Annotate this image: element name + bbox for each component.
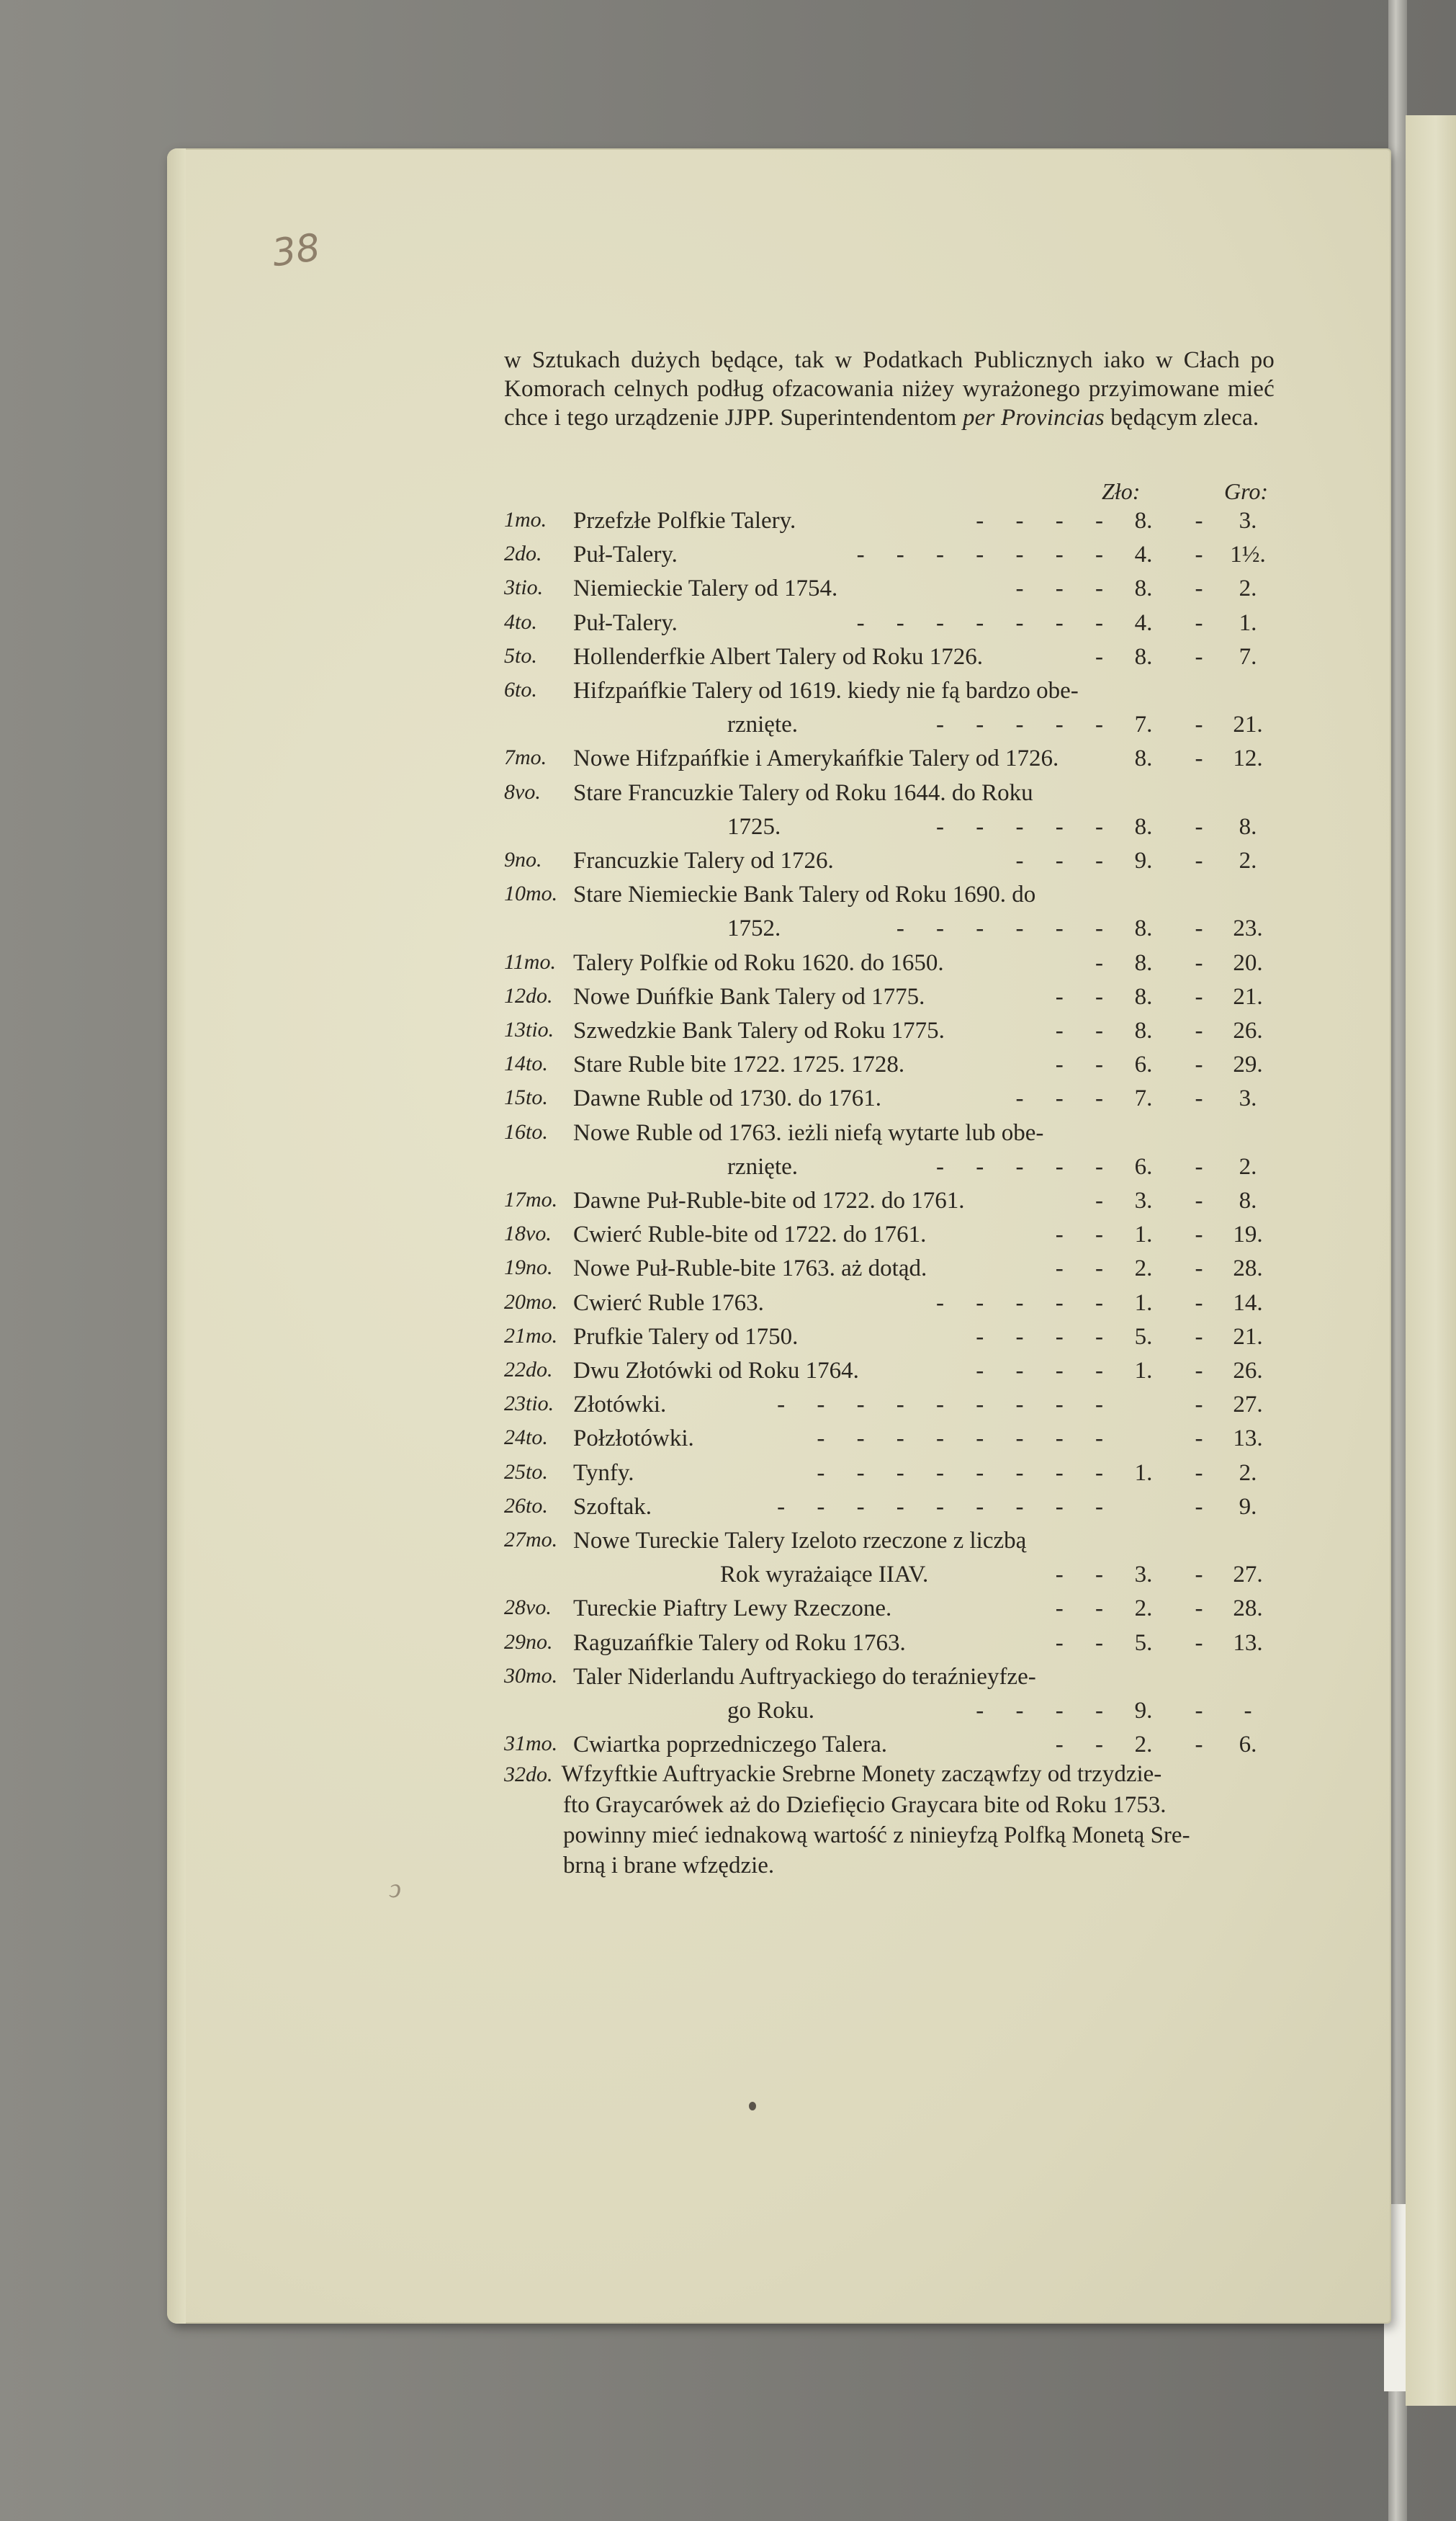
separator-dash: -	[1195, 1493, 1203, 1520]
entry-description: Stare Francuzkie Talery od Roku 1644. do Roku	[573, 779, 1033, 806]
value-grosze: -	[1244, 1698, 1252, 1724]
entry-description: Dwu Złotówki od Roku 1764.	[573, 1358, 859, 1384]
leader-dashes: -	[1095, 949, 1116, 976]
table-row	[504, 1052, 1282, 1086]
entry-description: Tureckie Piaftry Lewy Rzeczone.	[573, 1595, 892, 1622]
entry-description: Puł-Talery.	[573, 609, 678, 636]
entry-number: 31mo.	[504, 1732, 558, 1756]
leader-dashes: - -	[1055, 1732, 1116, 1758]
separator-dash: -	[1195, 1459, 1203, 1486]
separator-dash: -	[1195, 949, 1203, 976]
leader-dashes: - -	[1055, 1629, 1116, 1656]
separator-dash: -	[1195, 1188, 1203, 1214]
table-row	[504, 984, 1282, 1018]
value-zlote: 4.	[1134, 542, 1153, 568]
entry-number: 14to.	[504, 1052, 548, 1076]
entry-continuation: rznięte.	[727, 712, 799, 738]
entry-number: 2do.	[504, 542, 542, 566]
leader-dashes: - - - - -	[936, 813, 1116, 840]
entry-number: 10mo.	[504, 882, 558, 906]
entry-number: 28vo.	[504, 1595, 552, 1620]
entry-description: Stare Niemieckie Bank Talery od Roku 1690. do	[573, 882, 1036, 908]
leader-dashes: - -	[1055, 1595, 1116, 1622]
value-grosze: 27.	[1233, 1562, 1263, 1588]
leader-dashes: - - - - - -	[896, 915, 1116, 942]
table-row	[504, 1494, 1282, 1528]
value-grosze: 28.	[1233, 1595, 1263, 1622]
entry-number: 6to.	[504, 678, 537, 702]
value-grosze: 3.	[1239, 1085, 1257, 1112]
separator-dash: -	[1195, 1085, 1203, 1112]
value-grosze: 8.	[1239, 813, 1257, 840]
table-row	[504, 1085, 1282, 1120]
value-zlote: 8.	[1134, 915, 1153, 942]
table-row	[504, 644, 1282, 679]
table-row	[504, 1562, 1282, 1596]
table-row	[504, 1154, 1282, 1188]
leader-dashes: - - - -	[976, 1698, 1116, 1724]
leader-dashes: - - -	[1015, 1085, 1116, 1112]
entry-number: 3tio.	[504, 576, 544, 600]
separator-dash: -	[1195, 1629, 1203, 1656]
table-row	[504, 678, 1282, 712]
value-zlote: 3.	[1134, 1188, 1153, 1214]
entry-continuation: Rok wyrażaiące IIAV.	[720, 1562, 929, 1588]
value-zlote: 8.	[1134, 745, 1153, 772]
ink-dot	[749, 2102, 756, 2110]
leader-dashes: - - - - -	[936, 712, 1116, 738]
entry-number: 23tio.	[504, 1392, 554, 1416]
entry-number: 18vo.	[504, 1222, 552, 1246]
entry-description: Połzłotówki.	[573, 1425, 694, 1452]
value-zlote: 3.	[1134, 1562, 1153, 1588]
value-grosze: 13.	[1233, 1425, 1263, 1452]
table-row	[504, 1255, 1282, 1290]
value-zlote: 2.	[1134, 1595, 1153, 1622]
separator-dash: -	[1195, 1052, 1203, 1078]
entry-description: Nowe Duńfkie Bank Talery od 1775.	[573, 983, 925, 1010]
value-grosze: 9.	[1239, 1493, 1257, 1520]
entry-number: 27mo.	[504, 1528, 558, 1551]
intro-text: w Sztukach dużych będące, tak w Podatkach Publicznych iako w Cłach po Komorach celnych podług ofzacowania niżey wyrażonego przyimowane mieć chce i tego urządzenie JJPP. Superintendentom	[504, 347, 1275, 431]
entry-number: 19no.	[504, 1255, 553, 1280]
entry-description: Francuzkie Talery od 1726.	[573, 848, 834, 874]
leader-dashes: - - - -	[976, 1358, 1116, 1384]
table-row	[504, 1222, 1282, 1256]
separator-dash: -	[1195, 1392, 1203, 1418]
value-zlote: 1.	[1134, 1459, 1153, 1486]
separator-dash: -	[1195, 1323, 1203, 1350]
value-zlote: 6.	[1134, 1153, 1153, 1180]
final-entry-line: powinny mieć iednakową wartość z ninieyfzą Polfką Monetą Sre-	[563, 1822, 1190, 1848]
adjacent-page-edge	[1406, 115, 1456, 2406]
entry-description: Hifzpańfkie Talery od 1619. kiedy nie fą bardzo obe-	[573, 678, 1079, 704]
separator-dash: -	[1195, 1255, 1203, 1282]
final-entry-line: fto Graycarówek aż do Dziefięcio Graycara bite od Roku 1753.	[563, 1792, 1167, 1818]
entry-number: 30mo.	[504, 1663, 558, 1688]
value-grosze: 8.	[1239, 1188, 1257, 1214]
entry-description: Nowe Ruble od 1763. ieżli niefą wytarte lub obe-	[573, 1119, 1044, 1146]
value-zlote: 1.	[1134, 1358, 1153, 1384]
entry-description: Szwedzkie Bank Talery od Roku 1775.	[573, 1018, 945, 1044]
entry-number: 12do.	[504, 983, 553, 1008]
separator-dash: -	[1195, 915, 1203, 942]
table-row	[504, 814, 1282, 848]
separator-dash: -	[1195, 609, 1203, 636]
intro-tail: będącym zleca.	[1110, 405, 1259, 431]
leader-dashes: - - -	[1015, 848, 1116, 874]
leader-dashes: - - - - -	[936, 1153, 1116, 1180]
margin-pencil-mark: ↄ	[389, 1873, 401, 1904]
leader-dashes: - - - - - - -	[856, 542, 1116, 568]
table-row	[504, 950, 1282, 985]
separator-dash: -	[1195, 848, 1203, 874]
separator-dash: -	[1195, 1698, 1203, 1724]
value-zlote: 6.	[1134, 1052, 1153, 1078]
final-entry-line: brną i brane wfzędzie.	[563, 1853, 775, 1879]
intro-italic: per Provincias	[962, 405, 1105, 431]
value-grosze: 2.	[1239, 576, 1257, 602]
separator-dash: -	[1195, 1562, 1203, 1588]
entry-description: Taler Niderlandu Auftryackiego do teraźnieyfze-	[573, 1663, 1036, 1690]
entry-continuation: rznięte.	[727, 1153, 799, 1180]
table-row	[504, 1664, 1282, 1698]
value-zlote: 2.	[1134, 1732, 1153, 1758]
table-row	[504, 1630, 1282, 1665]
entry-description: Tynfy.	[573, 1459, 634, 1486]
value-zlote: 9.	[1134, 1698, 1153, 1724]
table-row	[504, 1358, 1282, 1392]
entry-number: 26to.	[504, 1493, 548, 1518]
entry-description: Hollenderfkie Albert Talery od Roku 1726.	[573, 643, 983, 670]
entry-description: Raguzańfkie Talery od Roku 1763.	[573, 1629, 906, 1656]
entry-description: Stare Ruble bite 1722. 1725. 1728.	[573, 1052, 905, 1078]
separator-dash: -	[1195, 745, 1203, 772]
separator-dash: -	[1195, 1595, 1203, 1622]
entry-continuation: 1725.	[727, 813, 781, 840]
table-row	[504, 1392, 1282, 1426]
entry-number: 24to.	[504, 1425, 548, 1450]
separator-dash: -	[1195, 712, 1203, 738]
entry-number: 4to.	[504, 609, 537, 634]
value-grosze: 21.	[1233, 983, 1263, 1010]
leader-dashes: - -	[1055, 1562, 1116, 1588]
leader-dashes: - - - - -	[936, 1289, 1116, 1316]
value-zlote: 4.	[1134, 609, 1153, 636]
value-zlote: 2.	[1134, 1255, 1153, 1282]
value-grosze: 14.	[1233, 1289, 1263, 1316]
value-zlote: 8.	[1134, 949, 1153, 976]
intro-paragraph	[504, 346, 1275, 432]
entry-description: Cwierć Ruble 1763.	[573, 1289, 764, 1316]
leader-dashes: - - - - - - - -	[817, 1459, 1116, 1486]
value-grosze: 2.	[1239, 1459, 1257, 1486]
leader-dashes: - -	[1055, 1255, 1116, 1282]
page-edge-shadow	[167, 148, 186, 2324]
entry-continuation: 1752.	[727, 915, 781, 942]
leader-dashes: - - -	[1015, 576, 1116, 602]
value-zlote: 7.	[1134, 712, 1153, 738]
table-row	[504, 542, 1282, 576]
final-entry-first-line: Wfzyftkie Auftryackie Srebrne Monety zacząwfzy od trzydzie-	[561, 1761, 1162, 1787]
value-zlote: 5.	[1134, 1323, 1153, 1350]
value-grosze: 21.	[1233, 712, 1263, 738]
table-row	[504, 1324, 1282, 1358]
table-row	[504, 780, 1282, 815]
entry-number: 9no.	[504, 848, 542, 872]
leader-dashes: - - - - - - -	[856, 609, 1116, 636]
value-grosze: 13.	[1233, 1629, 1263, 1656]
value-grosze: 23.	[1233, 915, 1263, 942]
value-zlote: 5.	[1134, 1629, 1153, 1656]
value-grosze: 1½.	[1230, 542, 1266, 568]
entry-description: Puł-Talery.	[573, 542, 678, 568]
value-grosze: 26.	[1233, 1358, 1263, 1384]
entry-number: 20mo.	[504, 1289, 558, 1314]
column-header-grosze: Gro:	[1224, 478, 1269, 504]
value-grosze: 12.	[1233, 745, 1263, 772]
leader-dashes: - -	[1055, 983, 1116, 1010]
table-row	[504, 882, 1282, 916]
value-zlote: 9.	[1134, 848, 1153, 874]
table-row	[504, 915, 1282, 950]
value-zlote: 7.	[1134, 1085, 1153, 1112]
entry-number: 29no.	[504, 1629, 553, 1654]
value-zlote: 8.	[1134, 508, 1153, 534]
entry-number: 8vo.	[504, 779, 541, 804]
value-zlote: 8.	[1134, 576, 1153, 602]
value-zlote: 1.	[1134, 1289, 1153, 1316]
leader-dashes: - - - - - - - - -	[777, 1392, 1116, 1418]
separator-dash: -	[1195, 1358, 1203, 1384]
value-grosze: 27.	[1233, 1392, 1263, 1418]
table-row	[504, 1528, 1282, 1562]
value-zlote: 8.	[1134, 643, 1153, 670]
table-row	[504, 1290, 1282, 1325]
table-row	[504, 1698, 1282, 1732]
value-grosze: 1.	[1239, 609, 1257, 636]
separator-dash: -	[1195, 813, 1203, 840]
entry-description: Talery Polfkie od Roku 1620. do 1650.	[573, 949, 944, 976]
leader-dashes: - -	[1055, 1222, 1116, 1248]
table-row	[504, 1425, 1282, 1460]
value-grosze: 2.	[1239, 1153, 1257, 1180]
final-entry	[504, 1759, 1282, 1881]
entry-number: 21mo.	[504, 1323, 558, 1348]
entry-description: Złotówki.	[573, 1392, 667, 1418]
value-grosze: 6.	[1239, 1732, 1257, 1758]
table-row	[504, 848, 1282, 882]
entry-description: Cwiartka poprzedniczego Talera.	[573, 1732, 887, 1758]
entry-description: Szoftak.	[573, 1493, 652, 1520]
leader-dashes: - - - -	[976, 508, 1116, 534]
entry-description: Dawne Ruble od 1730. do 1761.	[573, 1085, 882, 1112]
entry-description: Prufkie Talery od 1750.	[573, 1323, 799, 1350]
value-grosze: 29.	[1233, 1052, 1263, 1078]
entry-number: 25to.	[504, 1459, 548, 1484]
leader-dashes: - - - - - - - - -	[777, 1493, 1116, 1520]
table-row	[504, 745, 1282, 780]
entry-number: 16to.	[504, 1119, 548, 1144]
value-grosze: 26.	[1233, 1018, 1263, 1044]
leader-dashes: -	[1095, 643, 1116, 670]
entry-number: 22do.	[504, 1358, 553, 1382]
entry-number: 17mo.	[504, 1188, 558, 1212]
entry-number: 5to.	[504, 643, 537, 668]
entry-number: 11mo.	[504, 949, 556, 974]
separator-dash: -	[1195, 508, 1203, 534]
leader-dashes: - - - -	[976, 1323, 1116, 1350]
value-grosze: 28.	[1233, 1255, 1263, 1282]
leader-dashes: - - - - - - - -	[817, 1425, 1116, 1452]
table-row	[504, 1018, 1282, 1052]
separator-dash: -	[1195, 1425, 1203, 1452]
leader-dashes: -	[1095, 1188, 1116, 1214]
entry-description: Nowe Tureckie Talery Izeloto rzeczone z liczbą	[573, 1528, 1027, 1554]
entry-description: Niemieckie Talery od 1754.	[573, 576, 838, 602]
entry-description: Cwierć Ruble-bite od 1722. do 1761.	[573, 1222, 927, 1248]
separator-dash: -	[1195, 576, 1203, 602]
value-grosze: 21.	[1233, 1323, 1263, 1350]
table-row	[504, 1595, 1282, 1630]
value-grosze: 3.	[1239, 508, 1257, 534]
table-row	[504, 576, 1282, 610]
entry-description: Nowe Puł-Ruble-bite 1763. aż dotąd.	[573, 1255, 927, 1282]
value-zlote: 8.	[1134, 1018, 1153, 1044]
value-grosze: 19.	[1233, 1222, 1263, 1248]
folio-number: 38	[269, 225, 323, 276]
separator-dash: -	[1195, 983, 1203, 1010]
value-grosze: 20.	[1233, 949, 1263, 976]
separator-dash: -	[1195, 1289, 1203, 1316]
table-row	[504, 1460, 1282, 1495]
entry-number: 13tio.	[504, 1018, 554, 1042]
value-zlote: 8.	[1134, 983, 1153, 1010]
value-zlote: 1.	[1134, 1222, 1153, 1248]
entry-continuation: go Roku.	[727, 1698, 815, 1724]
table-row	[504, 610, 1282, 645]
entry-description: Dawne Puł-Ruble-bite od 1722. do 1761.	[573, 1188, 965, 1214]
separator-dash: -	[1195, 643, 1203, 670]
table-row	[504, 712, 1282, 746]
separator-dash: -	[1195, 542, 1203, 568]
leader-dashes: - -	[1055, 1018, 1116, 1044]
table-row	[504, 1188, 1282, 1222]
column-header-zlote: Zło:	[1102, 478, 1141, 504]
value-grosze: 2.	[1239, 848, 1257, 874]
value-zlote: 8.	[1134, 813, 1153, 840]
entry-description: Nowe Hifzpańfkie i Amerykańfkie Talery od 1726.	[573, 745, 1059, 772]
table-row	[504, 1120, 1282, 1155]
separator-dash: -	[1195, 1018, 1203, 1044]
entry-number: 7mo.	[504, 745, 547, 770]
separator-dash: -	[1195, 1732, 1203, 1758]
entry-number: 1mo.	[504, 508, 547, 532]
entry-description: Przefzłe Polfkie Talery.	[573, 508, 796, 534]
leader-dashes: - -	[1055, 1052, 1116, 1078]
value-grosze: 7.	[1239, 643, 1257, 670]
entry-number: 15to.	[504, 1085, 548, 1110]
table-row	[504, 508, 1282, 542]
separator-dash: -	[1195, 1153, 1203, 1180]
separator-dash: -	[1195, 1222, 1203, 1248]
final-entry-number: 32do.	[504, 1763, 553, 1786]
